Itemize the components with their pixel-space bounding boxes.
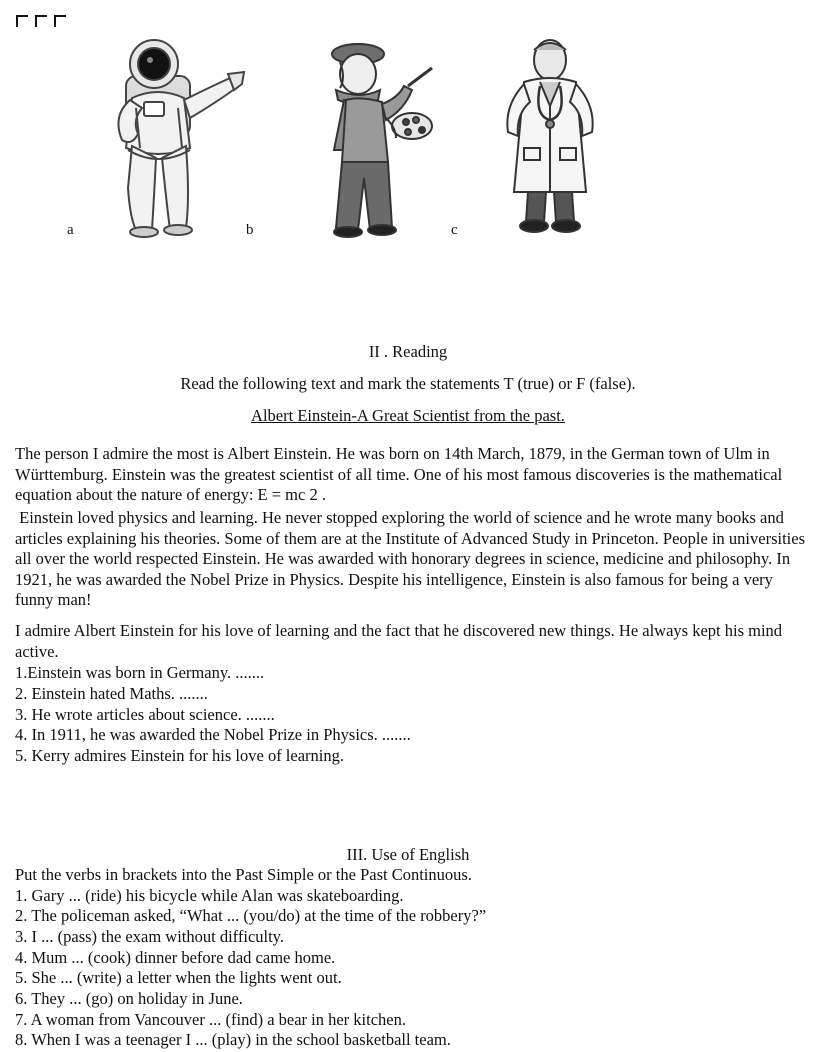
reading-paragraph-1: The person I admire the most is Albert Einstein. He was born on 14th March, 1879, in the German town of Ulm in Württemburg. Einstein was the greatest scientist of all time. One of his most famous discoveries is the mathematical equation about the nature of energy: E = mc 2 . [15,444,783,504]
reading-title-text: Albert Einstein-A Great Scientist from the past. [251,406,565,425]
reading-title [0,406,816,427]
english-item-7: 7. A woman from Vancouver ... (find) a bear in her kitchen. [15,1010,406,1029]
english-item-4: 4. Mum ... (cook) dinner before dad came home. [15,948,336,967]
english-heading: III. Use of English [346,845,470,864]
statement-4: 4. In 1911, he was awarded the Nobel Prize in Physics. ....... [15,725,411,744]
english-item-2: 2. The policeman asked, “What ... (you/do) at the time of the robbery?” [15,906,487,925]
astronaut-illustration [98,38,246,238]
corner-marks-icon [16,14,70,28]
picture-c-label: c [451,222,458,238]
reading-instruction: Read the following text and mark the statements T (true) or F (false). [180,374,636,393]
english-item-8: 8. When I was a teenager I ... (play) in the school basketball team. [15,1030,451,1049]
doctor-illustration [494,36,606,236]
statement-1: 1.Einstein was born in Germany. ....... [15,663,265,682]
reading-paragraph-3: I admire Albert Einstein for his love of learning and the fact that he discovered new things. He always kept his mind active. [15,621,783,661]
english-item-3: 3. I ... (pass) the exam without difficulty. [15,927,284,946]
painter-illustration [300,38,450,240]
reading-heading: II . Reading [368,342,448,361]
statement-2: 2. Einstein hated Maths. ....... [15,684,208,703]
english-instruction: Put the verbs in brackets into the Past Simple or the Past Continuous. [15,865,472,884]
english-item-5: 5. She ... (write) a letter when the lights went out. [15,968,342,987]
reading-paragraph-2: Einstein loved physics and learning. He never stopped exploring the world of science and he wrote many books and articles explaining his theories. Some of them are at the Institute of Advanced Study in Princeton. People in universities all over the world respected Einstein. He was awarded with honorary degrees in science, medicine and philosophy. In 1921, he was awarded the Nobel Prize in Physics. Despite his intelligence, Einstein is also famous for being a very funny man! [15,508,810,609]
picture-a-label: a [67,222,74,238]
statement-5: 5. Kerry admires Einstein for his love of learning. [15,746,344,765]
english-item-6: 6. They ... (go) on holiday in June. [15,989,243,1008]
english-item-1: 1. Gary ... (ride) his bicycle while Alan was skateboarding. [15,886,404,905]
picture-b-label: b [246,222,254,238]
statement-3: 3. He wrote articles about science. ....... [15,705,275,724]
